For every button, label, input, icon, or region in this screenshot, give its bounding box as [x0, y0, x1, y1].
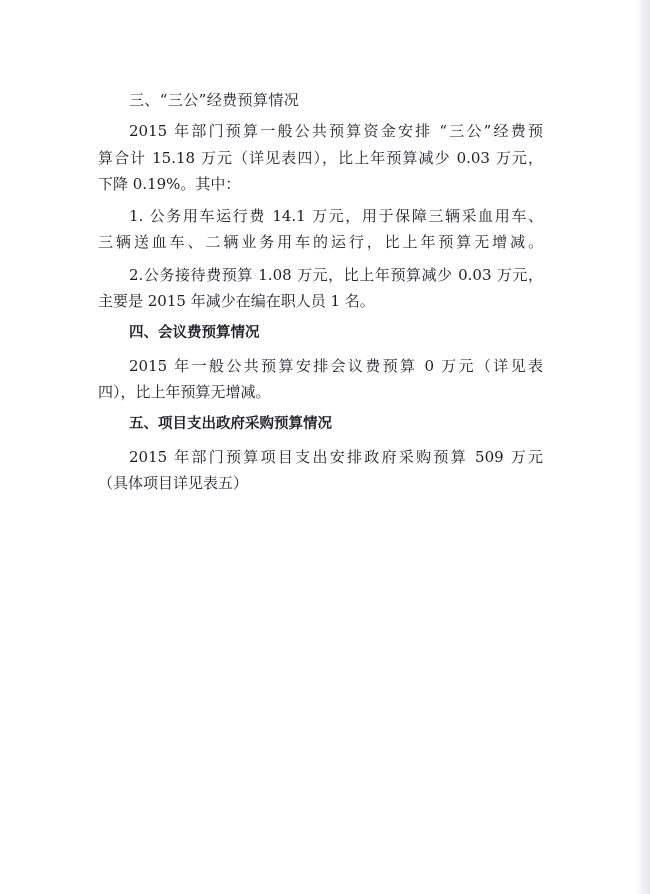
paragraph-line: 2015 年部门预算项目支出安排政府采购预算 509 万元	[129, 447, 543, 466]
paragraph-line: 三辆送血车、二辆业务用车的运行，比上年预算无增减。	[98, 233, 543, 252]
section-heading-procurement: 五、项目支出政府采购预算情况	[129, 416, 332, 433]
paragraph-line: 1. 公务用车运行费 14.1 万元，用于保障三辆采血用车、	[129, 207, 543, 226]
document-body	[98, 87, 543, 496]
page-edge-shadow	[636, 0, 650, 894]
paragraph-line: 四），比上年预算无增减。	[98, 382, 271, 401]
paragraph-line: 主要是 2015 年减少在编在职人员 1 名。	[98, 292, 375, 311]
paragraph-line: 下降 0.19%。其中：	[98, 174, 241, 193]
paragraph-line: （具体项目详见表五）	[98, 473, 249, 492]
section-heading-meeting-fees: 四、会议费预算情况	[129, 325, 260, 342]
section-heading-three-public: 三、“三公”经费预算情况	[129, 91, 300, 109]
paragraph-line: 算合计 15.18 万元（详见表四），比上年预算减少 0.03 万元，	[98, 148, 543, 167]
paragraph-line: 2015 年一般公共预算安排会议费预算 0 万元（详见表	[129, 356, 543, 375]
paragraph-line: 2015 年部门预算一般公共预算资金安排 “三公”经费预	[129, 122, 543, 141]
paragraph-line: 2.公务接待费预算 1.08 万元，比上年预算减少 0.03 万元，	[129, 265, 543, 284]
